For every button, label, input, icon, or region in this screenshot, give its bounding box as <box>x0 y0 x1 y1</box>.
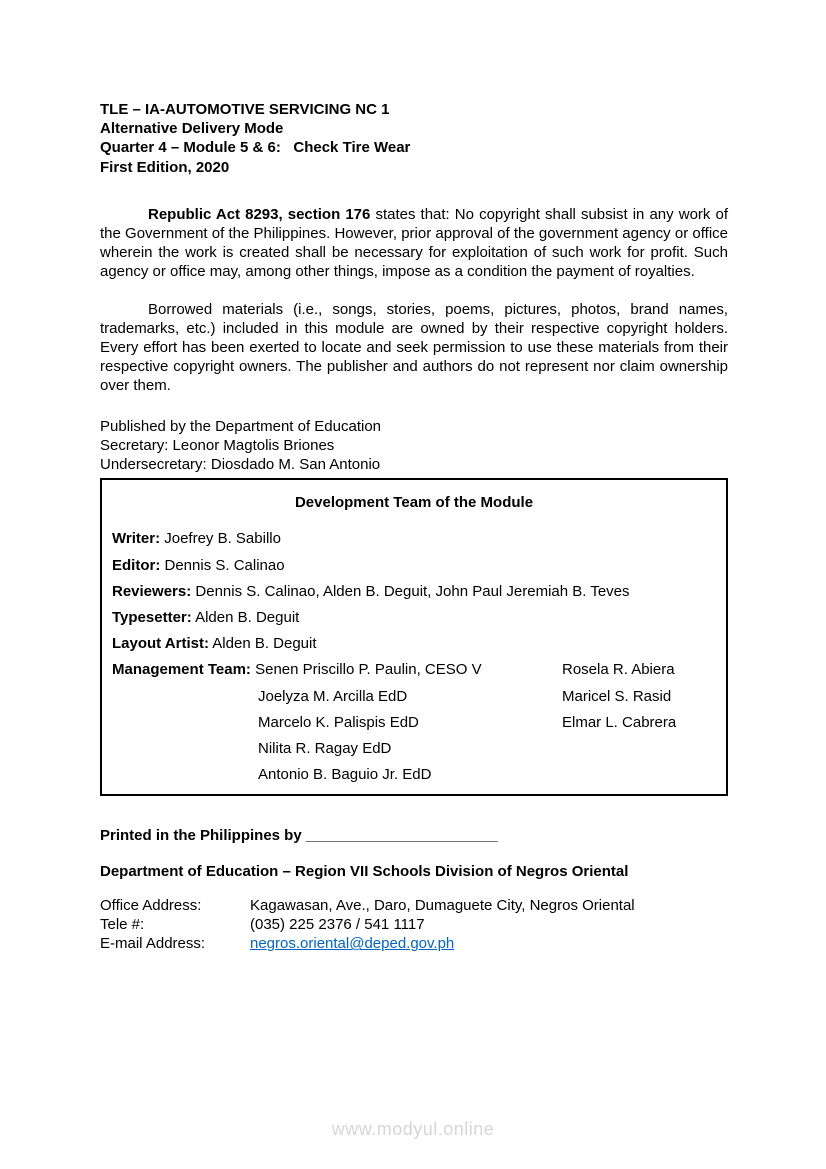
printed-blank: _______________________ <box>305 827 498 845</box>
typesetter-row <box>112 608 716 627</box>
management-member: Rosela R. Abiera <box>562 661 675 679</box>
management-row <box>112 765 716 784</box>
printed-line <box>100 826 728 845</box>
contact-block <box>100 896 728 954</box>
watermark: www.modyul.online <box>331 1119 495 1139</box>
publisher-block <box>100 417 728 475</box>
development-team-box <box>100 478 728 796</box>
email-link[interactable]: negros.oriental@deped.gov.ph <box>250 935 455 953</box>
telephone-value: (035) 225 2376 / 541 1117 <box>250 916 425 934</box>
republic-act-ref: Republic Act 8293, section 176 <box>148 205 371 223</box>
reviewers-row <box>112 582 716 601</box>
management-row <box>112 687 716 706</box>
copyright-paragraph-1 <box>100 205 728 282</box>
management-member: Antonio B. Baguio Jr. EdD <box>258 766 432 784</box>
editor-row <box>112 556 716 575</box>
management-member: Maricel S. Rasid <box>562 687 672 705</box>
management-team-label: Management Team: <box>112 661 251 679</box>
editor-label: Editor: <box>112 556 161 574</box>
secretary-line: Secretary: Leonor Magtolis Briones <box>100 436 335 454</box>
undersecretary-line: Undersecretary: Diosdado M. San Antonio <box>100 456 381 474</box>
printed-label: Printed in the Philippines by <box>100 827 302 845</box>
delivery-mode: Alternative Delivery Mode <box>100 120 284 138</box>
layout-artist-row <box>112 634 716 653</box>
page-content <box>100 100 728 954</box>
layout-artist-label: Layout Artist: <box>112 635 209 653</box>
copyright-paragraph-2: Borrowed materials (i.e., songs, stories, poems, pictures, photos, brand names, trademarks, etc.) included in this module are owned by their respective copyright holders. Every effort has been exerted to locate and seek permission to use these materials from their respective copyright owners. The publisher and authors do not represent nor claim ownership over them. <box>100 300 728 395</box>
typesetter-value: Alden B. Deguit <box>195 609 300 627</box>
office-address-value: Kagawasan, Ave., Daro, Dumaguete City, Negros Oriental <box>250 896 635 914</box>
writer-label: Writer: <box>112 530 161 548</box>
reviewers-label: Reviewers: <box>112 582 192 600</box>
development-team-title: Development Team of the Module <box>294 494 534 512</box>
copyright-paragraph-1-text: states that: No copyright shall subsist in any work of the Government of the Philippines. However, prior approval of the government agency or office wherein the work is created shall be necessary for exploitation of such work for profit. Such agency or office may, among other things, impose as a condition the payment of royalties. <box>100 205 728 281</box>
office-address-row <box>100 896 728 915</box>
published-by: Published by the Department of Education <box>100 417 382 435</box>
module-title: TLE – IA-AUTOMOTIVE SERVICING NC 1 <box>100 101 390 118</box>
telephone-row <box>100 915 728 934</box>
management-member: Elmar L. Cabrera <box>562 713 677 731</box>
management-left-cell <box>112 660 562 679</box>
module-number: Quarter 4 – Module 5 & 6: Check Tire Wear <box>100 139 411 157</box>
writer-value: Joefrey B. Sabillo <box>164 530 281 548</box>
management-row <box>112 739 716 758</box>
division-title: Department of Education – Region VII Schools Division of Negros Oriental <box>100 862 629 880</box>
management-member: Senen Priscillo P. Paulin, CESO V <box>255 661 482 679</box>
email-row <box>100 934 728 953</box>
module-header <box>100 100 728 177</box>
typesetter-label: Typesetter: <box>112 609 192 627</box>
office-address-label: Office Address: <box>100 896 202 914</box>
telephone-label: Tele #: <box>100 916 145 934</box>
reviewers-value: Dennis S. Calinao, Alden B. Deguit, John Paul Jeremiah B. Teves <box>195 582 630 600</box>
management-member: Marcelo K. Palispis EdD <box>258 713 419 731</box>
management-member: Nilita R. Ragay EdD <box>258 740 392 758</box>
email-label: E-mail Address: <box>100 935 206 953</box>
management-row <box>112 660 716 679</box>
management-row <box>112 713 716 732</box>
layout-artist-value: Alden B. Deguit <box>212 635 317 653</box>
management-member: Joelyza M. Arcilla EdD <box>258 687 408 705</box>
editor-value: Dennis S. Calinao <box>164 556 285 574</box>
writer-row <box>112 529 716 548</box>
edition: First Edition, 2020 <box>100 158 230 176</box>
